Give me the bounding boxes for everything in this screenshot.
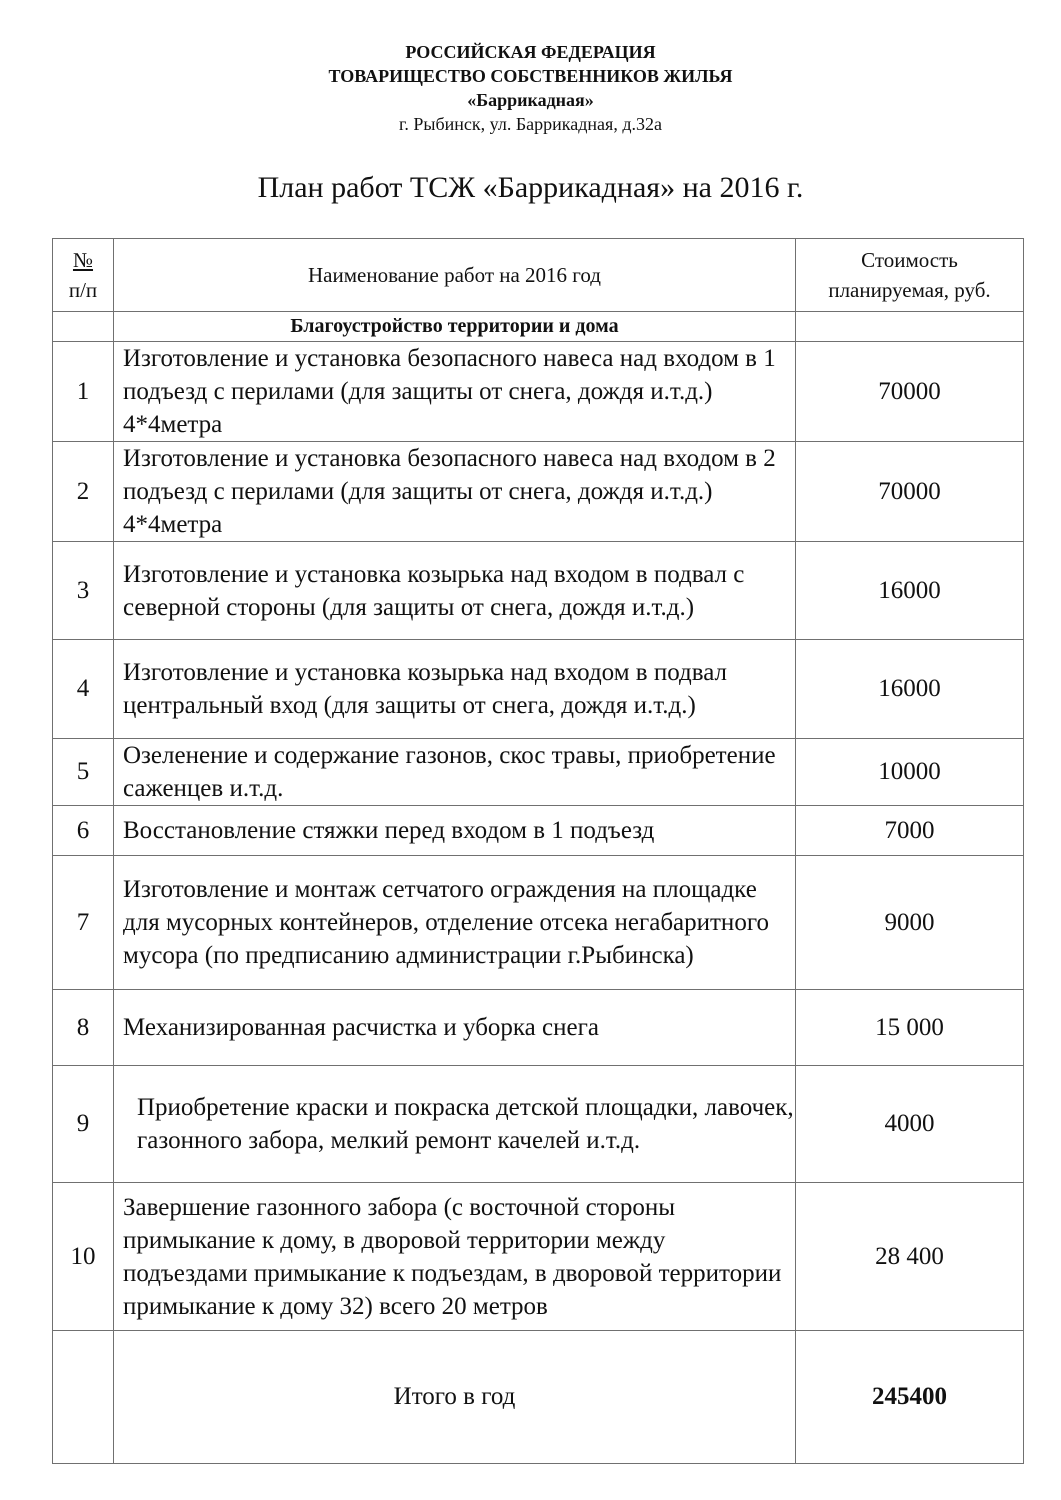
row-cost: 28 400 [796, 1183, 1024, 1331]
header-organization: ТОВАРИЩЕСТВО СОБСТВЕННИКОВ ЖИЛЬЯ [328, 66, 733, 86]
table-row [53, 1066, 1024, 1183]
column-header-cost-line2: планируемая, руб. [828, 278, 991, 302]
header-address: г. Рыбинск, ул. Баррикадная, д.32а [399, 114, 662, 134]
row-number: 1 [53, 342, 114, 442]
row-description: Изготовление и монтаж сетчатого ограждения на площадке для мусорных контейнеров, отделение отсека негабаритного мусора (по предписанию администрации г.Рыбинска) [114, 856, 796, 990]
row-description: Изготовление и установка безопасного навеса над входом в 1 подъезд с перилами (для защиты от снега, дождя и.т.д.) 4*4метра [114, 342, 796, 442]
row-cost: 16000 [796, 542, 1024, 640]
table-row [53, 990, 1024, 1066]
row-number: 2 [53, 442, 114, 542]
row-description: Изготовление и установка козырька над входом в подвал центральный вход (для защиты от снега, дождя и.т.д.) [114, 640, 796, 739]
table-row [53, 442, 1024, 542]
row-number: 4 [53, 640, 114, 739]
row-description: Завершение газонного забора (с восточной стороны примыкание к дому, в дворовой территории между подъездами примыкание к подъездам, в дворовой территории примыкание к дому 32) всего 20 метров [114, 1183, 796, 1331]
column-header-cost [796, 239, 1024, 312]
column-header-number-line2: п/п [68, 278, 98, 302]
row-description: Озеленение и содержание газонов, скос травы, приобретение саженцев и.т.д. [114, 739, 796, 806]
header-country: РОССИЙСКАЯ ФЕДЕРАЦИЯ [405, 42, 656, 62]
table-row [53, 1183, 1024, 1331]
section-number-cell [53, 312, 114, 342]
row-number: 6 [53, 806, 114, 856]
column-header-name: Наименование работ на 2016 год [114, 239, 796, 312]
row-number: 3 [53, 542, 114, 640]
row-cost: 4000 [796, 1066, 1024, 1183]
row-number: 9 [53, 1066, 114, 1183]
section-row [53, 312, 1024, 342]
row-description: Изготовление и установка безопасного навеса над входом в 2 подъезд с перилами (для защиты от снега, дождя и.т.д.) 4*4метра [114, 442, 796, 542]
total-value: 245400 [796, 1331, 1024, 1464]
row-number: 5 [53, 739, 114, 806]
column-header-number-line1: № [72, 248, 94, 272]
section-title: Благоустройство территории и дома [114, 312, 796, 342]
row-cost: 15 000 [796, 990, 1024, 1066]
column-header-number [53, 239, 114, 312]
column-header-cost-line1: Стоимость [861, 248, 958, 272]
row-cost: 9000 [796, 856, 1024, 990]
table-row [53, 806, 1024, 856]
table-header-row [53, 239, 1024, 312]
row-description: Механизированная расчистка и уборка снега [114, 990, 796, 1066]
table-row [53, 542, 1024, 640]
total-row [53, 1331, 1024, 1464]
row-cost: 10000 [796, 739, 1024, 806]
header-name: «Баррикадная» [467, 90, 594, 110]
section-cost-cell [796, 312, 1024, 342]
document-title: План работ ТСЖ «Баррикадная» на 2016 г. [257, 171, 804, 204]
row-number: 7 [53, 856, 114, 990]
table-row [53, 342, 1024, 442]
total-number-cell [53, 1331, 114, 1464]
row-description: Восстановление стяжки перед входом в 1 подъезд [114, 806, 796, 856]
work-plan-table [52, 238, 1024, 1464]
total-label: Итого в год [114, 1331, 796, 1464]
table-row [53, 640, 1024, 739]
table-body [53, 342, 1024, 1331]
row-description: Изготовление и установка козырька над входом в подвал с северной стороны (для защиты от снега, дождя и.т.д.) [114, 542, 796, 640]
row-cost: 16000 [796, 640, 1024, 739]
row-description: Приобретение краски и покраска детской площадки, лавочек, газонного забора, мелкий ремонт качелей и.т.д. [114, 1066, 796, 1183]
table-row [53, 856, 1024, 990]
row-cost: 70000 [796, 342, 1024, 442]
row-cost: 70000 [796, 442, 1024, 542]
row-cost: 7000 [796, 806, 1024, 856]
row-number: 8 [53, 990, 114, 1066]
table-row [53, 739, 1024, 806]
row-number: 10 [53, 1183, 114, 1331]
